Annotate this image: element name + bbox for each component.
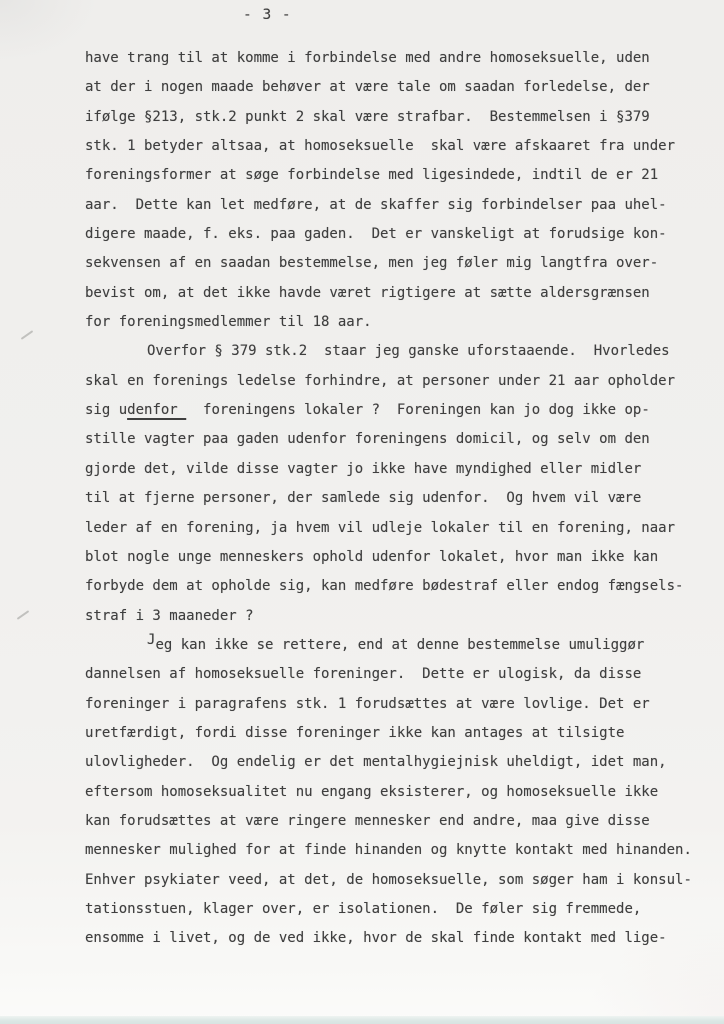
text-line: forbyde dem at opholde sig, kan medføre bødestraf eller endog fængsels- [85,578,684,595]
text-line: bevist om, at det ikke havde været rigtigere at sætte aldersgrænsen [85,284,650,301]
underlined-word: denfor [127,402,187,419]
text-line: blot nogle unge menneskers ophold udenfor lokalet, hvor man ikke kan [85,548,659,565]
margin-pencil-mark [17,610,30,620]
text-line: dannelsen af homoseksuelle foreninger. Dette er ulogisk, da disse [85,666,642,683]
paragraph [85,337,712,630]
scan-edge [0,1016,724,1024]
text-line: skal en forenings ledelse forhindre, at personer under 21 aar opholder [85,372,676,389]
text-line: aar. Dette kan let medføre, at de skaffer sig forbindelser paa uhel- [85,196,667,213]
text-line: stille vagter paa gaden udenfor foreningens domicil, og selv om den [85,431,650,448]
text-line: mennesker mulighed for at finde hinanden og knytte kontakt med hinanden. [85,842,692,859]
document-text [85,44,712,954]
text-line: Enhver psykiater veed, at det, de homoseksuelle, som søger ham i konsul- [85,871,692,888]
text-line: sekvensen af en saadan bestemmelse, men jeg føler mig langtfra over- [85,255,659,272]
text-line: ulovligheder. Og endelig er det mentalhygiejnisk uheldigt, idet man, [85,754,667,771]
text-line: ifølge §213, stk.2 punkt 2 skal være strafbar. Bestemmelsen i §379 [85,108,650,125]
text-line: Overfor § 379 stk.2 staar jeg ganske uforstaaende. Hvorledes [147,343,670,360]
text-line: Jeg kan ikke se rettere, end at denne bestemmelse umuliggør [85,631,712,660]
paragraph [85,631,712,954]
text-line: til at fjerne personer, der samlede sig udenfor. Og hvem vil være [85,490,642,507]
text-line: tationsstuen, klager over, er isolationen. De føler sig fremmede, [85,900,642,917]
text-line: sig udenfor foreningens lokaler ? Foreningen kan jo dog ikke op- [85,402,650,419]
text-line: foreninger i paragrafens stk. 1 forudsættes at være lovlige. Det er [85,695,650,712]
text-line: uretfærdigt, fordi disse foreninger ikke kan antages at tilsigte [85,724,625,741]
text-line: ensomme i livet, og de ved ikke, hvor de skal finde kontakt med lige- [85,930,667,947]
margin-pencil-mark [21,330,34,340]
text-line: stk. 1 betyder altsaa, at homoseksuelle skal være afskaaret fra under [85,138,676,155]
text-line: digere maade, f. eks. paa gaden. Det er vanskeligt at forudsige kon- [85,226,667,243]
paragraph [85,44,712,337]
text-line: leder af en forening, ja hvem vil udleje lokaler til en forening, naar [85,519,676,536]
text-line: for foreningsmedlemmer til 18 aar. [85,314,372,331]
text-line: have trang til at komme i forbindelse med andre homoseksuelle, uden [85,50,650,66]
text-line: straf i 3 maaneder ? [85,607,254,624]
text-line: foreningsformer at søge forbindelse med ligesindede, indtil de er 21 [85,167,659,184]
text-line: at der i nogen maade behøver at være tale om saadan forledelse, der [85,79,650,96]
text-line: kan forudsættes at være ringere mennesker end andre, maa give disse [85,812,650,829]
text-line: gjorde det, vilde disse vagter jo ikke have myndighed eller midler [85,460,642,477]
text-line: eftersom homoseksualitet nu engang eksisterer, og homoseksuelle ikke [85,783,659,800]
page-number: - 3 - [243,7,292,23]
raised-typewriter-char: J [147,631,156,648]
